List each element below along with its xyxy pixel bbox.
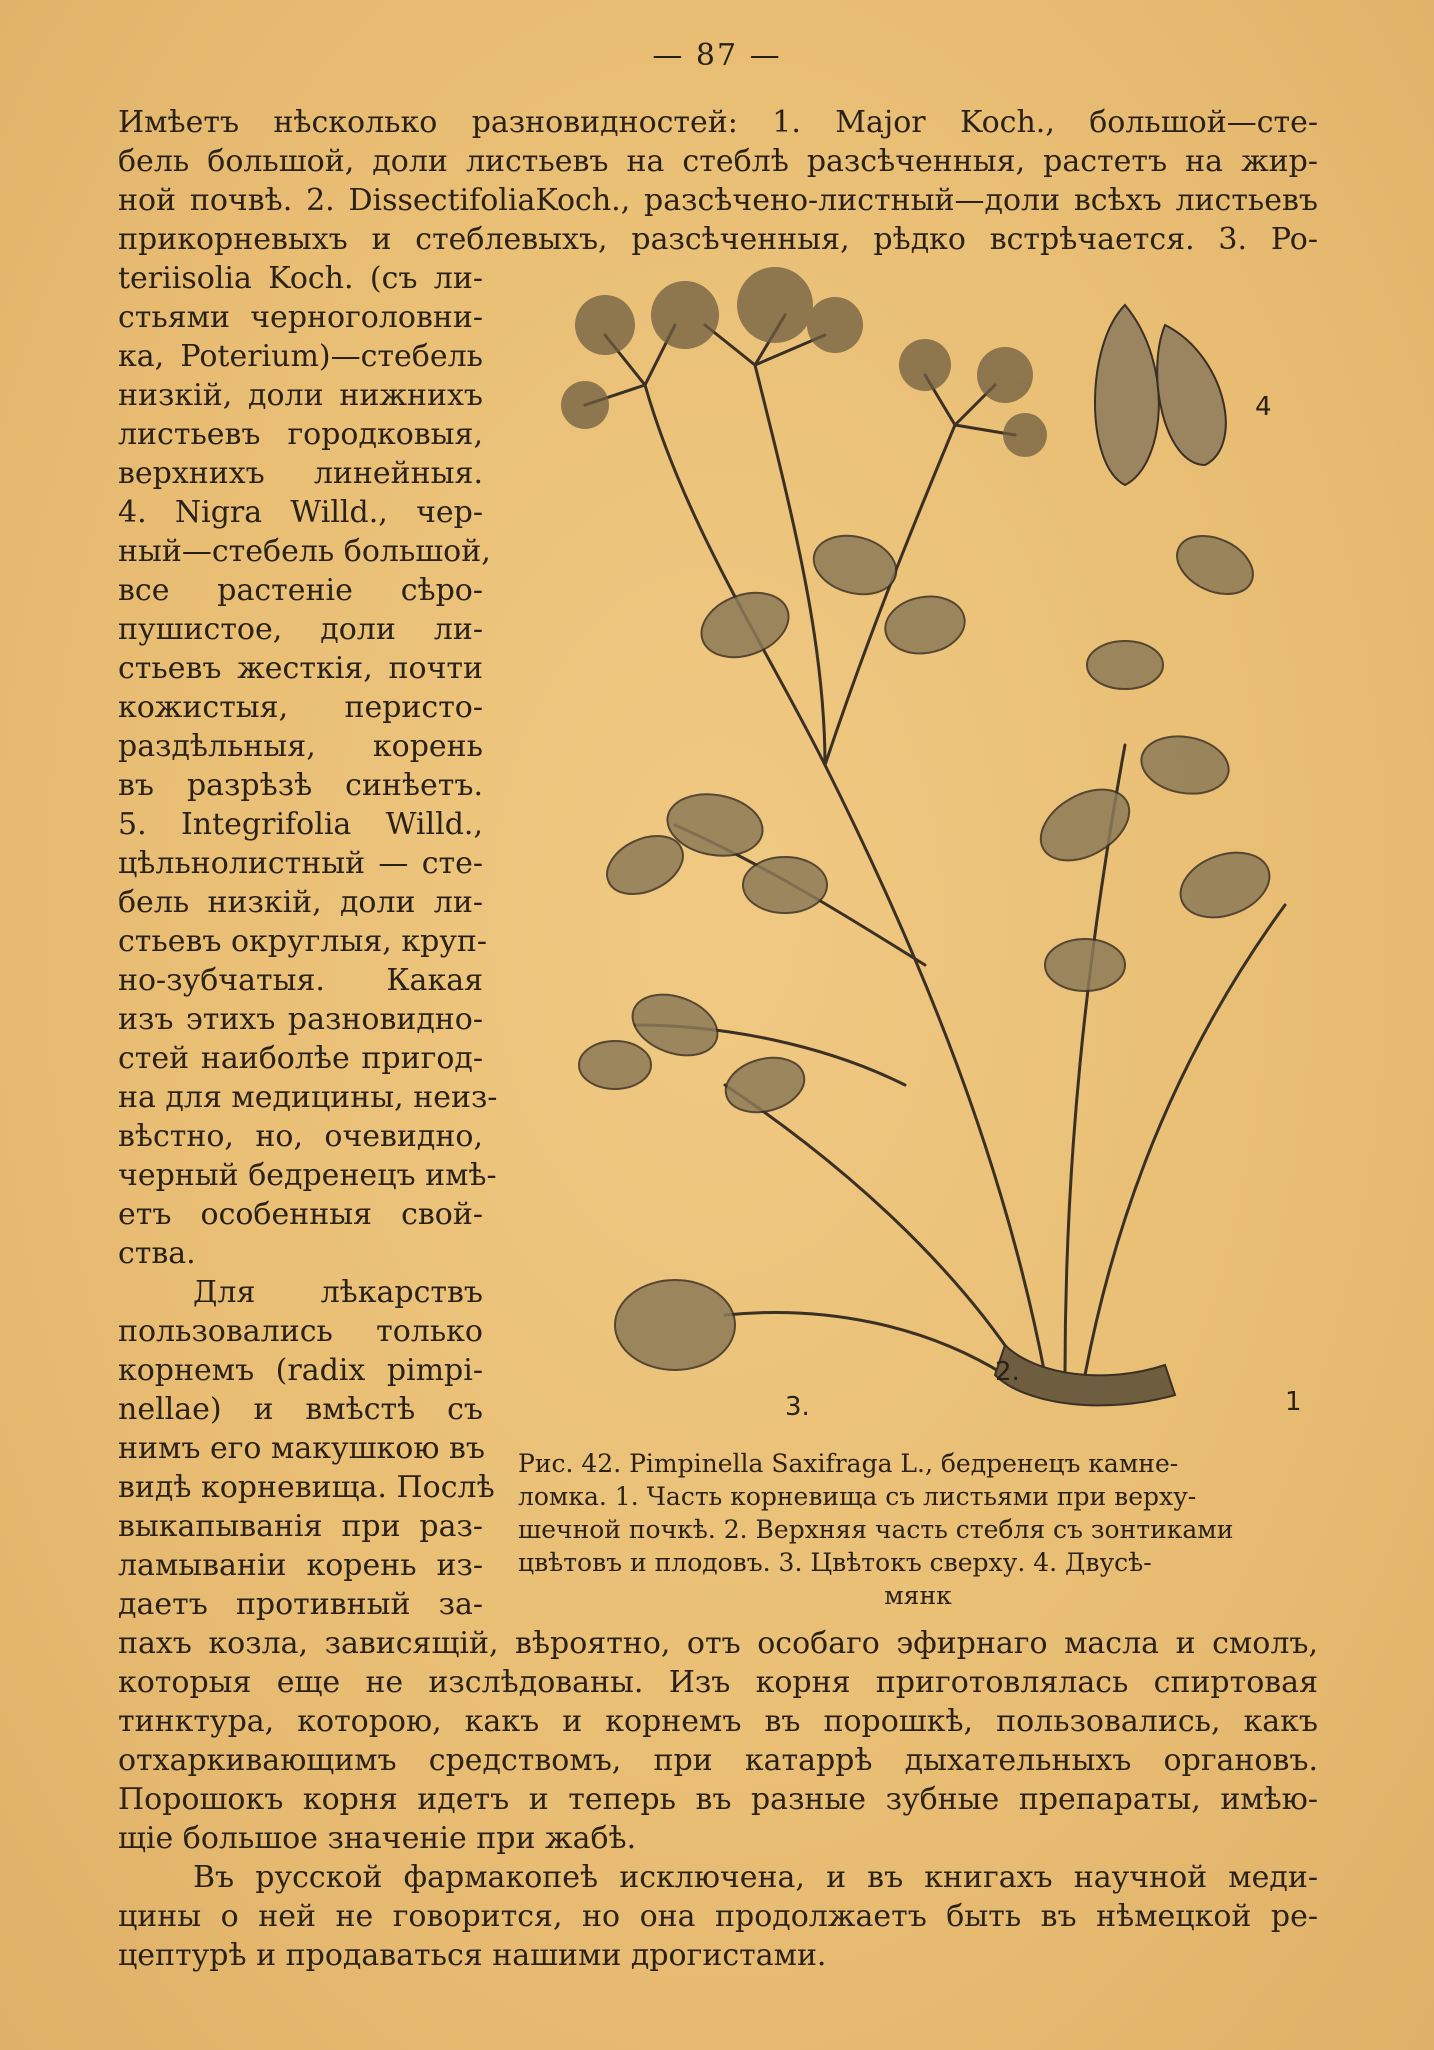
caption-line: шечной почкѣ. 2. Верхняя часть стебля съ зонтиками <box>518 1515 1234 1544</box>
caption-line: мянк <box>884 1581 952 1610</box>
text-line: стьевъ округлыя, круп- <box>118 924 488 959</box>
text-line: етъ особенныя свой- <box>118 1197 483 1232</box>
text-line: видѣ корневища. Послѣ <box>118 1470 495 1505</box>
text-line: Порошокъ корня идетъ и теперь въ разные зубные препараты, имѣю- <box>118 1782 1318 1817</box>
text-line: корнемъ (radix pimpi- <box>118 1353 483 1388</box>
text-line: тинктура, которою, какъ и корнемъ въ порошкѣ, пользовались, какъ <box>118 1704 1318 1739</box>
caption-line: ломка. 1. Часть корневища съ листьями при верху- <box>518 1482 1197 1511</box>
text-line: кожистыя, перисто- <box>118 690 483 725</box>
text-line: пахъ козла, зависящій, вѣроятно, отъ особаго эфирнаго масла и смолъ, <box>118 1626 1318 1661</box>
text-line: на для медицины, неиз- <box>118 1080 498 1115</box>
text-line: черный бедренецъ имѣ- <box>118 1158 497 1193</box>
text-line: ламываніи корень из- <box>118 1548 483 1583</box>
caption-line: цвѣтовъ и плодовъ. 3. Цвѣтокъ сверху. 4. Двусѣ- <box>518 1548 1152 1577</box>
text-line: ка, Poterium)—стебель <box>118 339 483 374</box>
text-line: раздѣльныя, корень <box>118 729 483 764</box>
text-line: низкій, доли нижнихъ <box>118 378 483 413</box>
text-line: все растеніе сѣро- <box>118 573 483 608</box>
text-line: пушистое, доли ли- <box>118 612 483 647</box>
text-line: цѣльнолистный — сте- <box>118 846 483 881</box>
text-line: но-зубчатыя. Какая <box>118 963 483 998</box>
text-line: щіе большое значеніе при жабѣ. <box>118 1821 637 1856</box>
text-line: Въ русской фармакопеѣ исключена, и въ книгахъ научной меди- <box>193 1860 1318 1895</box>
text-line: стей наиболѣе пригод- <box>118 1041 483 1076</box>
text-line: Имѣетъ нѣсколько разновидностей: 1. Major Koch., большой—сте- <box>118 105 1318 140</box>
main-stem <box>645 385 1045 1375</box>
text-line: листьевъ городковыя, <box>118 417 483 452</box>
text-line: которыя еще не изслѣдованы. Изъ корня приготовлялась спиртовая <box>118 1665 1318 1700</box>
text-line: цины о ней не говорится, но она продолжаетъ быть въ нѣмецкой ре- <box>118 1899 1318 1934</box>
figure-label-1: 1 <box>1285 1387 1302 1417</box>
text-line: стьевъ жесткія, почти <box>118 651 483 686</box>
text-line: ный—стебель большой, <box>118 534 491 569</box>
text-line: 5. Integrifolia Willd., <box>118 807 483 842</box>
figure-label-2: 2. <box>995 1357 1020 1387</box>
text-line: прикорневыхъ и стеблевыхъ, разсѣченныя, рѣдко встрѣчается. 3. Po- <box>118 222 1318 257</box>
figure-caption <box>518 1447 1318 1612</box>
plant-illustration <box>525 265 1325 1425</box>
text-line: teriisolia Koch. (съ ли- <box>118 261 483 296</box>
text-line: отхаркивающимъ средствомъ, при катаррѣ дыхательныхъ органовъ. <box>118 1743 1318 1778</box>
text-line: даетъ противный за- <box>118 1587 483 1622</box>
text-line: ства. <box>118 1236 196 1271</box>
text-line: Для лѣкарствъ <box>193 1275 483 1310</box>
text-line: 4. Nigra Willd., чер- <box>118 495 483 530</box>
figure-label-3: 3. <box>785 1392 810 1422</box>
text-line: вѣстно, но, очевидно, <box>118 1119 483 1154</box>
text-line: стьями черноголовни- <box>118 300 483 335</box>
text-line: верхнихъ линейныя. <box>118 456 483 491</box>
page-number: — 87 — <box>652 38 782 73</box>
text-line: выкапыванія при раз- <box>118 1509 483 1544</box>
text-line: бель низкій, доли ли- <box>118 885 483 920</box>
text-line: бель большой, доли листьевъ на стеблѣ разсѣченныя, растетъ на жир- <box>118 144 1318 179</box>
figure-label-4: 4 <box>1255 392 1272 422</box>
text-line: въ разрѣзѣ синѣетъ. <box>118 768 483 803</box>
text-line: nellae) и вмѣстѣ съ <box>118 1392 483 1427</box>
text-line: нимъ его макушкою въ <box>118 1431 485 1466</box>
text-line: ной почвѣ. 2. DissectifoliaKoch., разсѣчено-листный—доли всѣхъ листьевъ <box>118 183 1318 218</box>
text-line: цептурѣ и продаваться нашими дрогистами. <box>118 1938 827 1973</box>
text-line: пользовались только <box>118 1314 483 1349</box>
text-line: изъ этихъ разновидно- <box>118 1002 483 1037</box>
caption-line: Рис. 42. Pimpinella Saxifraga L., бедренецъ камне- <box>518 1449 1179 1478</box>
